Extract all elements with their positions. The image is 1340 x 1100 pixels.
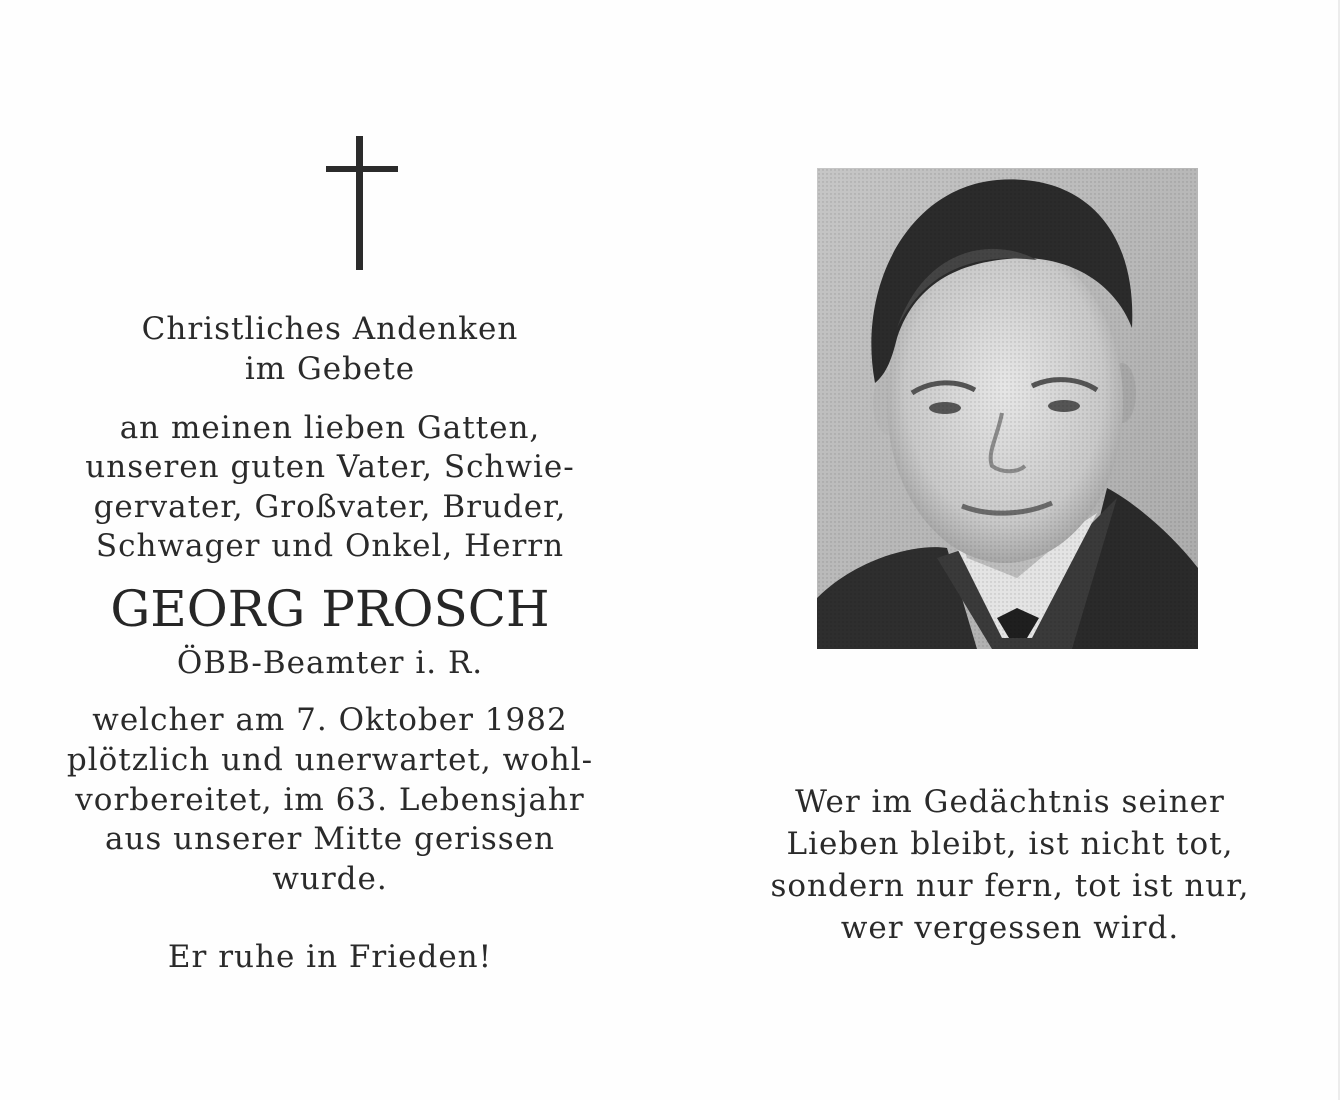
deceased-name: GEORG PROSCH — [110, 580, 550, 638]
passing-line-5: wurde. — [272, 861, 388, 897]
passing-line-1: welcher am 7. Oktober 1982 — [92, 702, 568, 738]
heading-line-1: Christliches Andenken — [141, 311, 519, 347]
quote-line-1: Wer im Gedächtnis seiner — [795, 784, 1225, 820]
dedication-line-1: an meinen lieben Gatten, — [119, 410, 541, 446]
quote-line-2: Lieben bleibt, ist nicht tot, — [786, 826, 1234, 862]
heading-line-2: im Gebete — [244, 351, 416, 387]
left-column — [30, 0, 630, 1100]
cross-icon — [326, 136, 398, 270]
quote-line-3: sondern nur fern, tot ist nur, — [770, 868, 1250, 904]
closing-line: Er ruhe in Frieden! — [167, 939, 493, 975]
portrait-photo — [817, 168, 1198, 649]
passing-line-3: vorbereitet, im 63. Lebensjahr — [75, 782, 585, 818]
deceased-title: ÖBB-Beamter i. R. — [176, 645, 484, 681]
dedication-line-4: Schwager und Onkel, Herrn — [95, 528, 565, 564]
passing-line-2: plötzlich und unerwartet, wohl- — [66, 742, 594, 778]
quote-line-4: wer vergessen wird. — [840, 910, 1180, 946]
dedication-line-2: unseren guten Vater, Schwie- — [85, 449, 575, 485]
passing-line-4: aus unserer Mitte gerissen — [104, 821, 556, 857]
dedication-line-3: gervater, Großvater, Bruder, — [93, 489, 567, 525]
